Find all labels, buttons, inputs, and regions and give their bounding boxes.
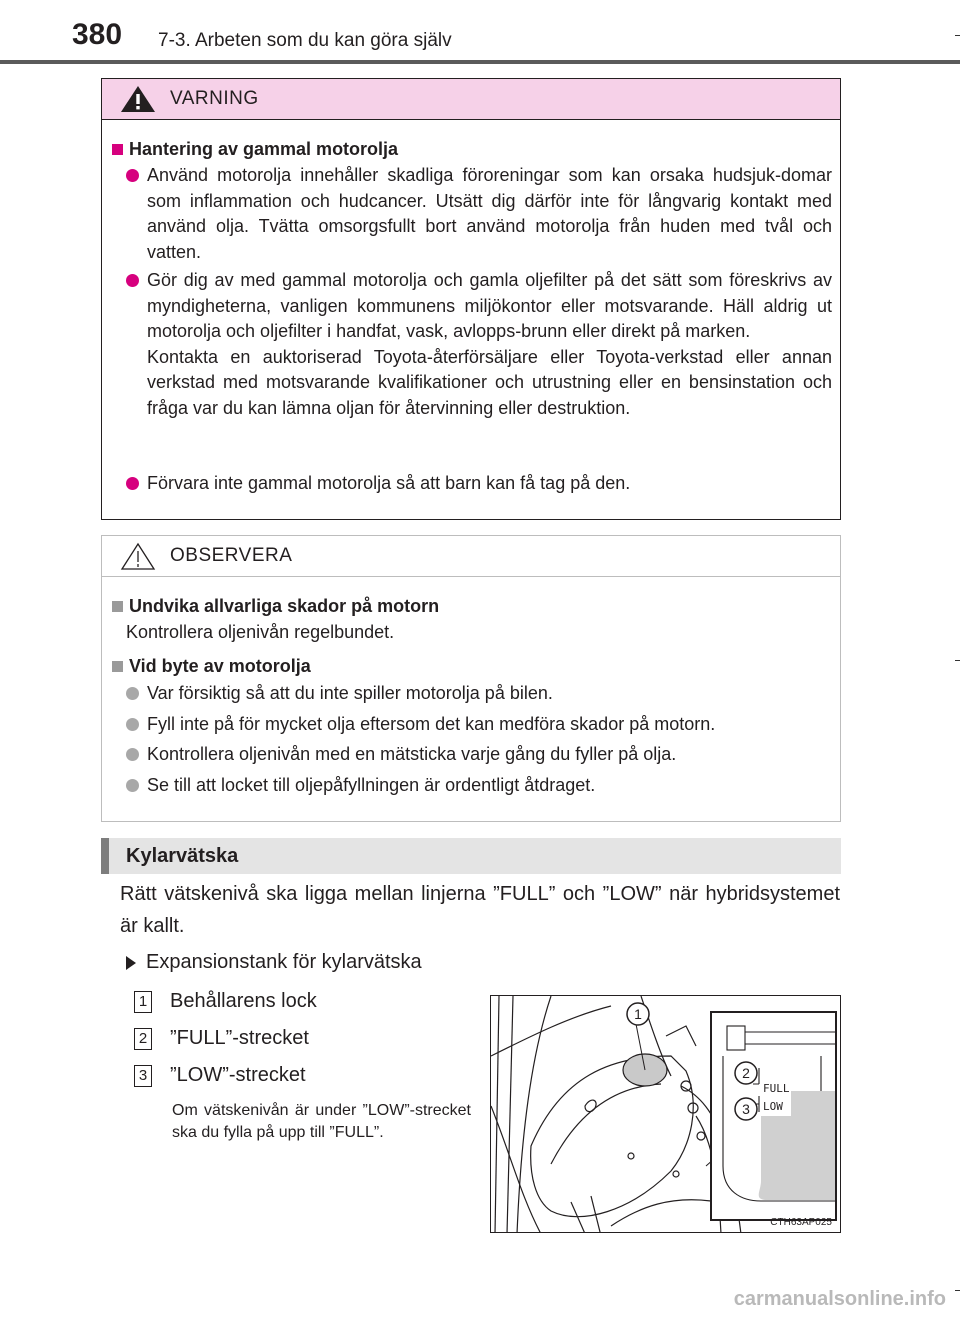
coolant-paragraph: Rätt vätskenivå ska ligga mellan linjerna ”FULL” och ”LOW” när hybridsystemet är kallt. — [120, 883, 840, 937]
coolant-note: Om vätskenivån är under ”LOW”-strecket ska du fylla på upp till ”FULL”. — [172, 1102, 471, 1141]
notice-title: OBSERVERA — [170, 545, 293, 566]
list-item: Se till att locket till oljepåfyllningen är ordentligt åtdraget. — [126, 773, 832, 799]
callout-number: 3 — [134, 1065, 152, 1087]
page-number: 380 — [72, 18, 123, 51]
list-item: Fyll inte på för mycket olja eftersom det kan medföra skador på motorn. — [126, 712, 832, 738]
crop-mark — [955, 660, 960, 661]
crop-mark — [955, 1290, 960, 1291]
full-mark-label: FULL — [763, 1082, 790, 1095]
arrow-bullet-icon — [126, 956, 136, 970]
list-item — [126, 268, 832, 422]
low-mark-label: LOW — [763, 1100, 783, 1113]
section-title: Kylarvätska — [126, 845, 239, 867]
notice-section-heading: Vid byte av motorolja — [112, 656, 311, 677]
bullet-icon — [126, 274, 139, 287]
chapter-title: 7-3. Arbeten som du kan göra själv — [158, 30, 452, 51]
notice-section-heading: Undvika allvarliga skador på motorn — [112, 596, 439, 617]
engine-illustration — [490, 995, 841, 1233]
warning-header — [102, 79, 840, 120]
svg-text:3: 3 — [742, 1101, 750, 1117]
legend-item: 1 Behållarens lock — [134, 990, 317, 1013]
legend-item: 3 ”LOW”-strecket — [134, 1064, 306, 1087]
svg-text:2: 2 — [742, 1065, 750, 1081]
notice-box — [101, 535, 841, 822]
square-bullet-icon — [112, 661, 123, 672]
square-bullet-icon — [112, 601, 123, 612]
figure-code: CTH63AP025 — [770, 1217, 832, 1228]
warning-box — [101, 78, 841, 520]
list-item — [126, 471, 832, 497]
watermark[interactable]: carmanualsonline.info — [733, 1288, 946, 1310]
callout-3-icon — [735, 1098, 757, 1120]
square-bullet-icon — [112, 144, 123, 155]
svg-text:1: 1 — [634, 1006, 642, 1022]
section-band — [101, 838, 841, 874]
coolant-subheading: Expansionstank för kylarvätska — [126, 951, 422, 974]
callout-number: 1 — [134, 991, 152, 1013]
caution-icon — [120, 542, 156, 570]
bullet-icon — [126, 748, 139, 761]
notice-section-text: Kontrollera oljenivån regelbundet. — [126, 622, 395, 642]
callout-number: 2 — [134, 1028, 152, 1050]
legend-item: 2 ”FULL”-strecket — [134, 1027, 309, 1050]
bullet-icon — [126, 169, 139, 182]
warning-item-extra: Kontakta en auktoriserad Toyota-återförsäljare eller Toyota-verkstad eller annan verkstad med motsvarande kvalifikationer och utrustning eller en bensinstation och fråga var du kan lämna oljan för återvinning eller destruktion. — [147, 346, 832, 418]
bullet-icon — [126, 477, 139, 490]
notice-header — [102, 536, 840, 577]
list-item: Var försiktig så att du inte spiller motorolja på bilen. — [126, 681, 832, 707]
list-item — [126, 163, 832, 265]
bullet-icon — [126, 779, 139, 792]
bullet-icon — [126, 687, 139, 700]
warning-item-text: Använd motorolja innehåller skadliga föroreningar som kan orsaka hudsjuk-domar som inflammation och hudcancer. Utsätt dig därför inte för långvarig kontakt med använd olja. Tvätta omsorgsfullt bort använd motorolja från huden med tvål och vatten. — [147, 165, 832, 262]
header-rule — [0, 60, 960, 64]
crop-mark — [955, 35, 960, 36]
list-item: Kontrollera oljenivån med en mätsticka varje gång du fyller på olja. — [126, 742, 832, 768]
warning-section-heading: Hantering av gammal motorolja — [112, 139, 398, 160]
warning-icon — [120, 85, 156, 113]
coolant-tank-drawing — [491, 996, 841, 1233]
callout-2-icon — [735, 1062, 757, 1084]
warning-item-text: Förvara inte gammal motorolja så att barn kan få tag på den. — [147, 473, 631, 493]
warning-item-text: Gör dig av med gammal motorolja och gamla oljefilter på det sätt som föreskrivs av myndigheterna, vanligen kommunens miljökontor eller motsvarande. Häll aldrig ut motorolja och oljefilter i handfat, vask, avlopps-brunn eller direkt på marken. — [147, 270, 832, 342]
warning-title: VARNING — [170, 88, 259, 109]
bullet-icon — [126, 718, 139, 731]
callout-1-icon — [627, 1003, 649, 1025]
